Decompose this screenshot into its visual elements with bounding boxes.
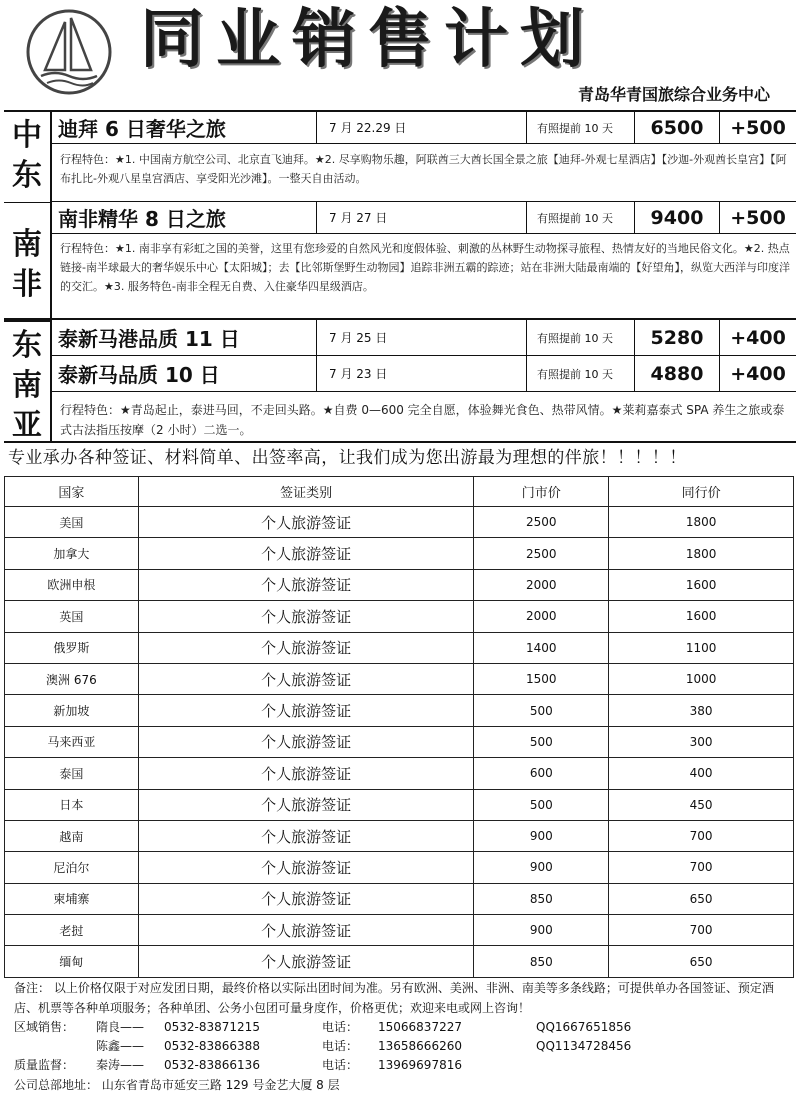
tour-date: 7 月 22.29 日	[317, 112, 527, 143]
trade-price-cell: 1000	[609, 663, 794, 694]
footer-notes	[14, 978, 790, 1095]
trade-price-cell: 300	[609, 726, 794, 757]
visa-type-cell: 个人旅游签证	[138, 946, 474, 977]
tour-row	[52, 112, 796, 144]
tour-price: 4880	[635, 356, 720, 391]
tour-date: 7 月 27 日	[317, 202, 527, 233]
contact-name: 陈鑫——	[96, 1039, 145, 1053]
tour-surcharge: +500	[730, 116, 786, 139]
trade-price-cell: 1600	[609, 601, 794, 632]
region-char: 南	[12, 227, 42, 262]
visa-type-cell: 个人旅游签证	[138, 726, 474, 757]
table-row	[5, 507, 794, 538]
contact-qq: QQ1134728456	[536, 1039, 632, 1053]
visa-type-cell: 个人旅游签证	[138, 820, 474, 851]
visa-type-cell: 个人旅游签证	[138, 758, 474, 789]
header	[0, 0, 800, 110]
contact-role	[14, 1037, 96, 1056]
country-cell: 马来西亚	[5, 726, 139, 757]
retail-price-cell: 900	[474, 915, 609, 946]
tour-features: 行程特色：★1. 南非享有彩虹之国的美誉，这里有您珍爱的自然风光和度假体验、刺激的丛林野生动物探寻旅程、热情友好的当地民俗文化。★2. 热点链接-南半球最大的奢华娱乐中心【太阳城】；去【比邻斯堡野生动物园】追踪非洲五霸的踪迹；站在非洲大陆最南端的【好望角】，纵览大西洋与印度洋的交汇。★3. 服务特色-南非全程无自费、入住豪华四星级酒店。	[60, 242, 790, 293]
visa-type-cell: 个人旅游签证	[138, 789, 474, 820]
table-row	[5, 883, 794, 914]
trade-price-cell: 400	[609, 758, 794, 789]
tour-section	[4, 110, 796, 443]
retail-price-cell: 1500	[474, 663, 609, 694]
region-char: 东	[12, 158, 42, 193]
column-header: 同行价	[609, 477, 794, 507]
retail-price-cell: 2500	[474, 538, 609, 569]
company-address: 公司总部地址： 山东省青岛市延安三路 129 号金艺大厦 8 层	[14, 1078, 340, 1092]
mobile-label: 电话：	[322, 1058, 359, 1072]
contact-qq: QQ1667651856	[536, 1020, 632, 1034]
tour-row	[52, 356, 796, 392]
visa-type-cell: 个人旅游签证	[138, 883, 474, 914]
contact-mobile: 15066837227	[378, 1020, 462, 1034]
trade-price-cell: 700	[609, 820, 794, 851]
region-middle-east	[4, 112, 52, 202]
table-row	[5, 569, 794, 600]
column-header: 门市价	[474, 477, 609, 507]
table-row	[5, 726, 794, 757]
table-row	[5, 663, 794, 694]
visa-type-cell: 个人旅游签证	[138, 915, 474, 946]
country-cell: 欧洲申根	[5, 569, 139, 600]
column-header: 签证类别	[138, 477, 474, 507]
trade-price-cell: 1600	[609, 569, 794, 600]
mobile-label: 电话：	[322, 1039, 359, 1053]
retail-price-cell: 2000	[474, 601, 609, 632]
region-char: 南	[12, 368, 42, 403]
contact-name: 隋良——	[96, 1020, 145, 1034]
trade-price-cell: 380	[609, 695, 794, 726]
country-cell: 越南	[5, 820, 139, 851]
visa-type-cell: 个人旅游签证	[138, 507, 474, 538]
table-row	[5, 758, 794, 789]
visa-type-cell: 个人旅游签证	[138, 695, 474, 726]
trade-price-cell: 700	[609, 852, 794, 883]
visa-type-cell: 个人旅游签证	[138, 601, 474, 632]
tour-price: 6500	[635, 112, 720, 143]
table-row	[5, 632, 794, 663]
contact-row	[14, 1037, 790, 1056]
retail-price-cell: 500	[474, 695, 609, 726]
country-cell: 柬埔寨	[5, 883, 139, 914]
trade-price-cell: 1800	[609, 538, 794, 569]
trade-price-cell: 700	[609, 915, 794, 946]
country-cell: 尼泊尔	[5, 852, 139, 883]
retail-price-cell: 600	[474, 758, 609, 789]
retail-price-cell: 2000	[474, 569, 609, 600]
agency-name: 青岛华青国旅综合业务中心	[577, 85, 770, 104]
region-char: 中	[12, 118, 42, 153]
country-cell: 澳洲 676	[5, 663, 139, 694]
table-row	[5, 915, 794, 946]
visa-type-cell: 个人旅游签证	[138, 663, 474, 694]
table-row	[5, 601, 794, 632]
visa-type-cell: 个人旅游签证	[138, 538, 474, 569]
contact-mobile: 13658666260	[378, 1039, 462, 1053]
contact-mobile: 13969697816	[378, 1058, 462, 1072]
retail-price-cell: 500	[474, 789, 609, 820]
tour-row	[52, 320, 796, 356]
visa-price-table	[4, 476, 794, 978]
country-cell: 俄罗斯	[5, 632, 139, 663]
tour-date: 7 月 25 日	[317, 320, 527, 355]
mobile-label: 电话：	[322, 1020, 359, 1034]
region-south-africa	[4, 202, 52, 320]
tour-passport-note: 有照提前 10 天	[527, 202, 635, 233]
tour-features: 行程特色：★青岛起止，泰进马回，不走回头路。★自费 0—600 完全自愿，体验舞光食色、热带风情。★莱莉嘉泰式 SPA 养生之旅或泰式古法指压按摩（2 小时）二选一。	[60, 403, 785, 437]
contact-row	[14, 1056, 790, 1075]
tour-row	[52, 202, 796, 234]
visa-type-cell: 个人旅游签证	[138, 852, 474, 883]
tour-passport-note: 有照提前 10 天	[527, 320, 635, 355]
retail-price-cell: 900	[474, 820, 609, 851]
tour-date: 7 月 23 日	[317, 356, 527, 391]
tour-surcharge: +500	[730, 206, 786, 229]
table-header-row	[5, 477, 794, 507]
retail-price-cell: 1400	[474, 632, 609, 663]
retail-price-cell: 2500	[474, 507, 609, 538]
trade-price-cell: 650	[609, 883, 794, 914]
visa-type-cell: 个人旅游签证	[138, 632, 474, 663]
region-char: 非	[12, 267, 42, 302]
country-cell: 老挝	[5, 915, 139, 946]
region-char: 亚	[12, 408, 42, 443]
trade-price-cell: 1100	[609, 632, 794, 663]
tour-name: 泰新马港品质 11 日	[52, 320, 317, 355]
trade-price-cell: 650	[609, 946, 794, 977]
trade-price-cell: 1800	[609, 507, 794, 538]
contact-phone: 0532-83866388	[164, 1039, 260, 1053]
column-header: 国家	[5, 477, 139, 507]
country-cell: 缅甸	[5, 946, 139, 977]
table-row	[5, 789, 794, 820]
country-cell: 美国	[5, 507, 139, 538]
country-cell: 加拿大	[5, 538, 139, 569]
tour-name: 迪拜 6 日奢华之旅	[52, 112, 317, 143]
tour-surcharge: +400	[730, 326, 786, 349]
retail-price-cell: 850	[474, 946, 609, 977]
tour-surcharge: +400	[730, 362, 786, 385]
tour-passport-note: 有照提前 10 天	[527, 356, 635, 391]
country-cell: 泰国	[5, 758, 139, 789]
contact-row	[14, 1018, 790, 1037]
contact-role: 区域销售：	[14, 1020, 75, 1034]
tour-name: 泰新马品质 10 日	[52, 356, 317, 391]
contact-qq	[536, 1056, 696, 1075]
table-row	[5, 852, 794, 883]
retail-price-cell: 850	[474, 883, 609, 914]
tour-price: 5280	[635, 320, 720, 355]
contact-role: 质量监督：	[14, 1058, 75, 1072]
table-row	[5, 538, 794, 569]
country-cell: 新加坡	[5, 695, 139, 726]
contact-phone: 0532-83866136	[164, 1058, 260, 1072]
table-row	[5, 946, 794, 977]
tour-name: 南非精华 8 日之旅	[52, 202, 317, 233]
retail-price-cell: 500	[474, 726, 609, 757]
contact-phone: 0532-83871215	[164, 1020, 260, 1034]
country-cell: 英国	[5, 601, 139, 632]
region-char: 东	[12, 328, 42, 363]
tour-price: 9400	[635, 202, 720, 233]
divider	[4, 441, 796, 443]
table-row	[5, 695, 794, 726]
table-row	[5, 820, 794, 851]
sailboat-logo-icon	[25, 8, 113, 96]
remark-text: 备注： 以上价格仅限于对应发团日期，最终价格以实际出团时间为准。另有欧洲、美洲、非洲、南美等多条线路；可提供单办各国签证、预定酒店、机票等各种单项服务；各种单团、公务小包团可量身度作，价格更优；欢迎来电或网上咨询！	[14, 981, 774, 1015]
region-southeast-asia	[4, 320, 52, 442]
visa-type-cell: 个人旅游签证	[138, 569, 474, 600]
tour-passport-note: 有照提前 10 天	[527, 112, 635, 143]
retail-price-cell: 900	[474, 852, 609, 883]
trade-price-cell: 450	[609, 789, 794, 820]
visa-slogan: 专业承办各种签证、材料简单、出签率高，让我们成为您出游最为理想的伴旅！！！！！	[8, 448, 687, 468]
tour-features: 行程特色：★1. 中国南方航空公司、北京直飞迪拜。★2. 尽享购物乐趣，阿联酋三大酋长国全景之旅【迪拜-外观七星酒店】【沙迦-外观酋长皇宫】【阿布扎比-外观八星皇宫酒店、享受阳光沙滩】。一整天自由活动。	[60, 153, 787, 185]
contact-name: 秦涛——	[96, 1058, 145, 1072]
page-title: 同业销售计划	[140, 3, 596, 77]
country-cell: 日本	[5, 789, 139, 820]
